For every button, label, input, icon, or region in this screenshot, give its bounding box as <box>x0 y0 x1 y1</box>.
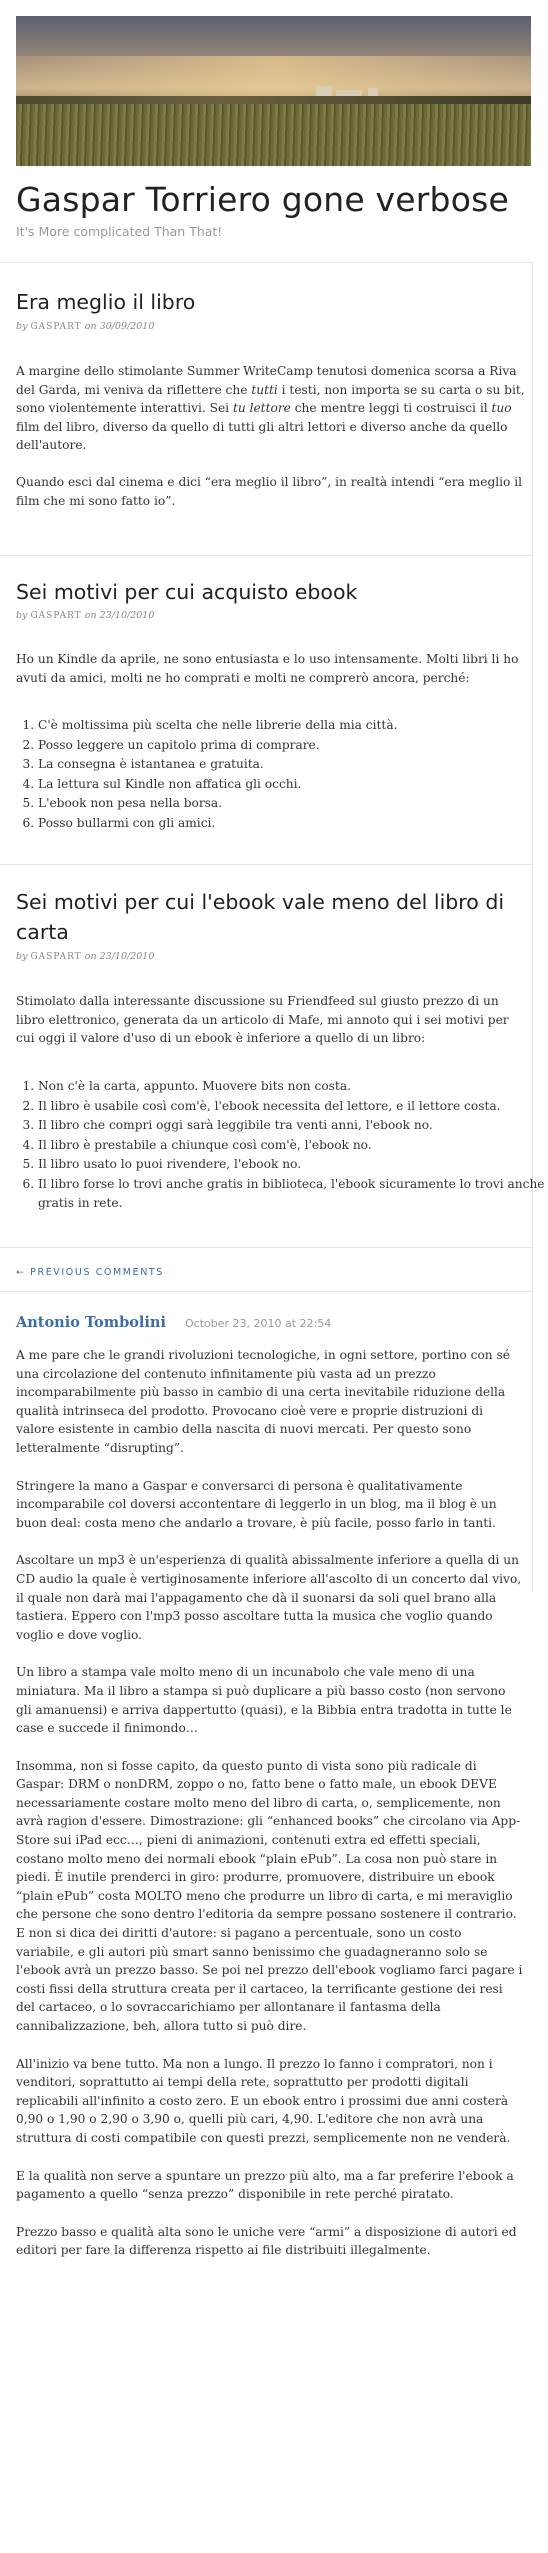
post-date: 23/10/2010 <box>99 951 155 962</box>
list-item: 3. La consegna è istantanea e gratuita. <box>38 755 548 774</box>
list-item: 5. L'ebook non pesa nella borsa. <box>38 794 548 813</box>
post-divider <box>0 1247 532 1248</box>
header-banner-image <box>16 16 531 166</box>
post-paragraph: A margine dello stimolante Summer WriteCamp tenutosi domenica scorsa a Riva del Garda, mi veniva da riflettere che tutti i testi, non importa se su carta o su bit, sono violentemente interattivi. Sei tu lettore che mentre leggi ti costruisci il tuo film del libro, diverso da quello di tutti gli altri lettori e diverso anche da quello dell'autore. <box>16 364 525 453</box>
post-meta-by: by <box>16 321 28 332</box>
content-border <box>532 262 533 1592</box>
comment-body <box>16 1346 523 2279</box>
list-item: 1. Non c'è la carta, appunto. Muovere bits non costa. <box>38 1077 548 1096</box>
post-body <box>16 362 528 528</box>
post-intro: Ho un Kindle da aprile, ne sono entusiasta e lo uso intensamente. Molti libri li ho avuti da amici, molti ne ho comprati e molti ne comprerò ancora, perché: <box>16 652 519 685</box>
mafe-link[interactable]: Mafe <box>288 1012 320 1027</box>
post-author[interactable]: GASPART <box>30 611 82 621</box>
comment-paragraph: Prezzo basso e qualità alta sono le uniche vere “armi” a disposizione di autori ed editori per fare la differenza rispetto ai file distribuiti illegalmente. <box>16 2224 517 2258</box>
post-date: 30/09/2010 <box>99 321 155 332</box>
banner-sky <box>16 56 531 101</box>
comment-paragraph: Stringere la mano a Gaspar e conversarci di persona è qualitativamente incomparabile col doversi accontentare di leggerlo in un blog, ma il blog è un buon deal: costa meno che andarlo a trovare, è più facile, posso farlo in tanti. <box>16 1478 497 1530</box>
list-item: 2. Posso leggere un capitolo prima di comprare. <box>38 736 548 755</box>
comment-paragraph: A me pare che le grandi rivoluzioni tecnologiche, in ogni settore, portino con sé una circolazione del contenuto infinitamente più vasta ad un prezzo incomparabilmente più basso in cambio di una certa inevitabile riduzione della qualità intrinseca del prodotto. Provocano cioè vere e proprie distruzioni di valore esistente in cambio della nascita di nuovi mercati. Per questo sono letteralmente “disrupting”. <box>16 1348 510 1455</box>
list-item: 4. Il libro è prestabile a chiunque così com'è, l'ebook no. <box>38 1136 548 1155</box>
previous-comments-link[interactable]: ← PREVIOUS COMMENTS <box>16 1267 164 1278</box>
post-author[interactable]: GASPART <box>30 952 82 962</box>
header-divider <box>0 262 532 263</box>
site-tagline: It's More complicated Than That! <box>16 224 223 239</box>
list-item: 6. Posso bullarmi con gli amici. <box>38 814 548 833</box>
list-item: 4. La lettura sul Kindle non affatica gli occhi. <box>38 775 548 794</box>
list-item: 6. Il libro forse lo trovi anche gratis in biblioteca, l'ebook sicuramente lo trovi anche gratis in rete. <box>38 1175 548 1212</box>
post-meta-by: by <box>16 951 28 962</box>
writecamp-link[interactable]: Summer WriteCamp <box>186 364 313 378</box>
list-item: 5. Il libro usato lo puoi rivendere, l'ebook no. <box>38 1155 548 1174</box>
reasons-list <box>16 1077 548 1213</box>
post-title[interactable]: Era meglio il libro <box>16 290 196 314</box>
site-title[interactable]: Gaspar Torriero gone verbose <box>16 180 509 219</box>
post-paragraph: Quando esci dal cinema e dici “era meglio il libro”, in realtà intendi “era meglio il film che mi sono fatto io”. <box>16 474 523 508</box>
comments-divider <box>0 1291 532 1292</box>
comment-paragraph: Un libro a stampa vale molto meno di un incunabolo che vale meno di una miniatura. Ma il libro a stampa si può duplicare a più basso costo (non servono gli amanuensi) e arriva dappertutto (quasi), e la Bibbia entra tradotta in tutte le case e succede il finimondo… <box>16 1665 512 1736</box>
post-body <box>16 650 528 705</box>
post-meta-on: on <box>84 951 97 962</box>
post-meta-on: on <box>84 610 97 621</box>
friendfeed-link[interactable]: Friendfeed <box>287 994 355 1008</box>
list-item: 2. Il libro è usabile così com'è, l'ebook necessita del lettore, e il lettore costa. <box>38 1097 548 1116</box>
reasons-list <box>16 716 548 834</box>
post-intro: Stimolato dalla interessante discussione su Friendfeed sul giusto prezzo di un libro elettronico, generata da un articolo di Mafe, mi annoto qui i sei motivi per cui oggi il valore d'uso di un ebook è inferiore a quello di un libro: <box>16 994 509 1046</box>
post-meta-by: by <box>16 610 28 621</box>
post-divider <box>0 555 532 556</box>
post-title[interactable]: Sei motivi per cui acquisto ebook <box>16 580 358 604</box>
comment-paragraph: E la qualità non serve a spuntare un prezzo più alto, ma a far preferire l'ebook a pagamento a quello “senza prezzo” disponibile in rete perché piratato. <box>16 2168 514 2202</box>
comment-author[interactable]: Antonio Tombolini <box>16 1314 166 1331</box>
post-divider <box>0 864 532 865</box>
post-meta <box>16 610 154 621</box>
post-meta <box>16 951 154 962</box>
comment-date[interactable]: October 23, 2010 at 22:54 <box>185 1317 332 1330</box>
post-author[interactable]: GASPART <box>30 322 82 332</box>
list-item: 1. C'è moltissima più scelta che nelle librerie della mia città. <box>38 716 548 735</box>
comment-paragraph: All'inizio va bene tutto. Ma non a lungo. Il prezzo lo fanno i compratori, non i venditori, soprattutto ai tempi della rete, soprattutto per prodotti digitali replicabili all'infinito a costo zero. E un ebook entro i prossimi due anni costerà 0,90 o 1,90 o 2,90 o 3,90 o, quelli più cari, 4,90. L'editore che non avrà una struttura di costi compatibile con questi prezzi, semplicemente non ne venderà. <box>16 2056 511 2145</box>
banner-field <box>16 104 531 166</box>
post-meta <box>16 321 154 332</box>
post-body <box>16 992 528 1066</box>
comment-paragraph: Ascoltare un mp3 è un'esperienza di qualità abissalmente inferiore a quella di un CD audio la quale è vertiginosamente inferiore all'ascolto di un concerto dal vivo, il quale non darà mai l'appagamento che dà il suonarsi da soli quel brano alla tastiera. Eppero con l'mp3 posso ascoltare tutta la musica che voglio quando voglio e dove voglio. <box>16 1553 522 1642</box>
comment-paragraph: Insomma, non si fosse capito, da questo punto di vista sono più radicale di Gaspar: DRM o nonDRM, zoppo o no, fatto bene o fatto male, un ebook DEVE necessariamente costare molto meno del libro di carta, o, semplicemente, non avrà ragion d'essere. Dimostrazione: gli “enhanced books” che circolano via App-Store sui iPad ecc…, pieni di animazioni, contenuti extra ed effetti speciali, costano molto meno dei normali ebook “plain ePub”. La cosa non può stare in piedi. È inutile prenderci in giro: produrre, promuovere, distribuire un ebook “plain ePub” costa MOLTO meno che produrre un libro di carta, e mi meraviglio che persone che sono dentro l'editoria da sempre possano sostenere il contrario. E non si dica dei diritti d'autore: si pagano a percentuale, sono un costo variabile, e gli autori più smart sanno benissimo che guadagneranno solo se l'ebook avrà un prezzo basso. Se poi nel prezzo dell'ebook vogliamo farci pagare i costi fissi della struttura creata per il cartaceo, la terrificante gestione dei resi del cartaceo, o lo sovraccarichiamo per allontanare il fantasma della cannibalizzazione, beh, allora tutto si può dire. <box>16 1758 523 2033</box>
post-meta-on: on <box>84 321 97 332</box>
list-item: 3. Il libro che compri oggi sarà leggibile tra venti anni, l'ebook no. <box>38 1116 548 1135</box>
post-date: 23/10/2010 <box>99 610 155 621</box>
post-title[interactable]: Sei motivi per cui l'ebook vale meno del libro di carta <box>16 890 505 944</box>
